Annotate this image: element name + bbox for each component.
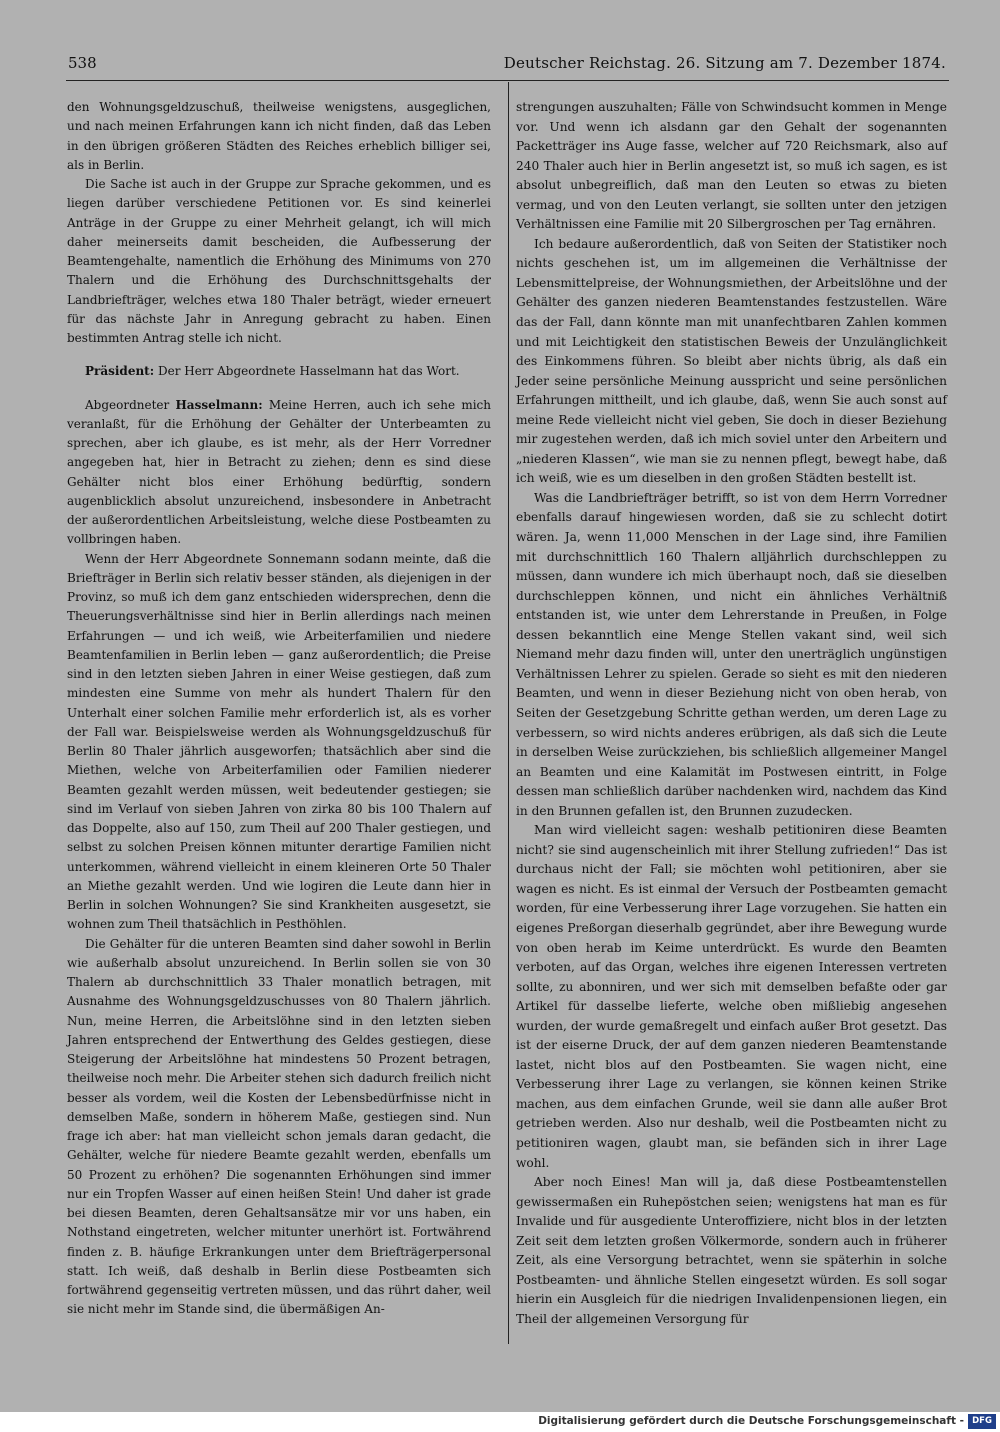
speaker-name: Hasselmann: (175, 397, 263, 412)
paragraph: Man wird vielleicht sagen: weshalb petitioniren diese Beamten nicht? sie sind augenscheinlich mit ihrer Stellung zufrieden!“ Das ist durchaus nicht der Fall; sie möchten wohl petitioniren, aber sie wagen es nicht. Es ist einmal der Versuch der Postbeamten gemacht worden, für eine Verbesserung ihrer Lage vorzugehen. Sie hatten ein eigenes Preßorgan dieserhalb gegründet, aber ihre Bewegung wurde von oben herab im Keime unterdrückt. Es wurde den Beamten verboten, auf das Organ, welches ihre eigenen Interessen vertreten sollte, zu abonniren, und wer sich mit demselben befaßte oder gar Artikel für dasselbe lieferte, welche oben mißliebig angesehen wurden, der wurde gemaßregelt und einfach außer Brot gesetzt. Das ist der eiserne Druck, der auf dem ganzen niederen Beamtenstande lastet, nicht blos auf den Postbeamten. Sie wagen nicht, eine Verbesserung ihrer Lage zu verlangen, sie können keinen Strike machen, aus dem einfachen Grunde, weil sie dann alle außer Brot getrieben werden. Also nur deshalb, weil die Postbeamten nicht zu petitioniren wagen, glaubt man, sie befänden sich in ihrer Lage wohl. (516, 823, 947, 1170)
paragraph: Die Gehälter für die unteren Beamten sind daher sowohl in Berlin wie außerhalb absolut unzureichend. In Berlin sollen sie von 30 Thalern ab durchschnittlich 33 Thaler monatlich betragen, mit Ausnahme des Wohnungsgeldzuschusses von 80 Thalern jährlich. Nun, meine Herren, die Arbeitslöhne sind in den letzten sieben Jahren entsprechend der Entwerthung des Geldes gestiegen, diese Steigerung der Arbeitslöhne hat mindestens 50 Prozent betragen, theilweise noch mehr. Die Arbeiter stehen sich dadurch freilich nicht besser als vordem, weil die Kosten der Lebensbedürfnisse nicht in demselben Maße, sondern in höherem Maße, gestiegen sind. Nun frage ich aber: hat man vielleicht schon jemals daran gedacht, die Gehälter, welche für niedere Beamte gezahlt werden, ebenfalls um 50 Prozent zu erhöhen? Die sogenannten Erhöhungen sind immer nur ein Tropfen Wasser auf einen heißen Stein! Und daher ist grade bei diesen Beamten, deren Gehaltsansätze mir vor uns haben, ein Nothstand eingetreten, welcher mitunter unerhört ist. Fortwährend finden z. B. häufige Erkrankungen unter dem Briefträgerpersonal statt. Ich weiß, daß deshalb in Berlin diese Postbeamten sich fortwährend gegenseitig vertreten müssen, und das rührt daher, weil sie nicht mehr im Stande sind, die übermäßigen An- (67, 936, 491, 1317)
paragraph: strengungen auszuhalten; Fälle von Schwindsucht kommen in Menge vor. Und wenn ich alsdann gar den Gehalt der sogenannten Packetträger ins Auge fasse, welcher auf 720 Reichsmark, also auf 240 Thaler auch hier in Berlin angesetzt ist, so muß ich sagen, es ist absolut unbegreiflich, daß man den Leuten so etwas zu bieten vermag, und von den Leuten verlangt, sie sollten unter den jetzigen Verhältnissen eine Familie mit 20 Silbergroschen per Tag ernähren. (516, 100, 947, 232)
speaker-name: Präsident: (85, 364, 155, 379)
left-column (67, 98, 491, 1320)
right-column (516, 98, 947, 1329)
funding-credit: Digitalisierung gefördert durch die Deutsche Forschungsgemeinschaft - (538, 1415, 964, 1427)
page-header (68, 50, 946, 78)
paragraph: Abgeordneter Hasselmann: Meine Herren, auch ich sehe mich veranlaßt, für die Erhöhung der Gehälter der Unterbeamten zu sprechen, aber ich glaube, es ist mehr, als der Herr Vorredner angegeben hat, hier in Betracht zu ziehen; denn es sind diese Gehälter nicht blos einer Erhöhung bedürftig, sondern augenblicklich absolut unzureichend, insbesondere in Anbetracht der außerordentlichen Arbeitsleistung, welche diese Postbeamten zu vollbringen haben. (67, 397, 491, 547)
page-number: 538 (68, 54, 97, 72)
running-title: Deutscher Reichstag. 26. Sitzung am 7. Dezember 1874. (503, 54, 946, 72)
paragraph: den Wohnungsgeldzuschuß, theilweise wenigstens, ausgeglichen, und nach meinen Erfahrungen kann ich nicht finden, daß das Leben in den übrigen größeren Städten des Reiches erheblich billiger sei, als in Berlin. (67, 100, 491, 172)
header-rule (66, 80, 949, 81)
column-divider (508, 82, 509, 1344)
paragraph: Was die Landbriefträger betrifft, so ist von dem Herrn Vorredner ebenfalls darauf hingewiesen worden, daß sie zu schlecht dotirt wären. Ja, wenn 11,000 Menschen in der Lage sind, ihre Familien mit durchschnittlich 160 Thalern alljährlich durchschleppen zu müssen, dann wundere ich mich überhaupt noch, daß sie dieselben durchschleppen können, und nicht ein ähnliches Verhältniß entstanden ist, wie unter dem Lehrerstande in Preußen, in Folge dessen bekanntlich eine Menge Stellen vakant sind, weil sich Niemand mehr dazu finden will, unter den unerträglich ungünstigen Verhältnissen Lehrer zu spielen. Gerade so sieht es mit den niederen Beamten, und wenn in dieser Beziehung nicht von oben herab, von Seiten der Gesetzgebung Schritte gethan werden, um deren Lage zu verbessern, so wird nichts anderes erübrigen, als daß sich die Leute in derselben Weise zurückziehen, bis schließlich allgemeiner Mangel an Beamten und eine Kalamität im Postwesen eintritt, in Folge dessen man schließlich darüber nachdenken wird, nachdem das Kind in den Brunnen gefallen ist, den Brunnen zuzudecken. (516, 490, 947, 818)
paragraph: Wenn der Herr Abgeordnete Sonnemann sodann meinte, daß die Briefträger in Berlin sich relativ besser ständen, als diejenigen in der Provinz, so muß ich dem ganz entschieden widersprechen, denn die Theuerungsverhältnisse sind hier in Berlin allerdings nach meinen Erfahrungen — und ich weiß, wie Arbeiterfamilien und niedere Beamtenfamilien in Berlin leben — ganz außerordentlich; die Preise sind in den letzten sieben Jahren in einer Weise gestiegen, daß zum mindesten eine Summe von mehr als hundert Thalern für den Unterhalt einer solchen Familie mehr erforderlich ist, als es vorher der Fall war. Beispielsweise werden als Wohnungsgeldzuschuß für Berlin 80 Thaler jährlich ausgeworfen; thatsächlich aber sind die Miethen, welche von Arbeiterfamilien oder Familien niederer Beamten gezahlt werden müssen, weit bedeutender gestiegen; sie sind im Verlauf von sieben Jahren von zirka 80 bis 100 Thalern auf das Doppelte, also auf 150, zum Theil auf 200 Thaler gestiegen, und selbst zu solchen Preisen können mitunter derartige Familien nicht unterkommen, während vielleicht in einem kleineren Orte 50 Thaler an Miethe gezahlt werden. Und wie logiren die Leute dann hier in Berlin in solchen Wohnungen? Sie sind Krankheiten ausgesetzt, sie wohnen zum Theil thatsächlich in Pesthöhlen. (67, 551, 491, 932)
paragraph: Aber noch Eines! Man will ja, daß diese Postbeamtenstellen gewissermaßen ein Ruhepöstchen seien; wenigstens hat man es für Invalide und für ausgediente Unteroffiziere, nicht blos in der letzten Zeit seit dem letzten großen Völkermorde, sondern auch in früherer Zeit, als eine Versorgung betrachtet, wenn sie späterhin in solche Postbeamten- und ähnliche Stellen eingesetzt würden. Es soll sogar hierin ein Ausgleich für die niedrigen Invalidenpensionen liegen, ein Theil der allgemeinen Versorgung für (516, 1175, 947, 1326)
dfg-logo: DFG (968, 1414, 996, 1429)
paragraph: Die Sache ist auch in der Gruppe zur Sprache gekommen, und es liegen darüber verschiedene Petitionen vor. Es sind keinerlei Anträge in der Gruppe zu einer Mehrheit gelangt, ich will mich daher meinerseits damit bescheiden, die Aufbesserung der Beamtengehalte, namentlich die Erhöhung des Minimums von 270 Thalern und die Erhöhung des Durchschnittsgehalts der Landbriefträger, welches etwa 180 Thaler beträgt, wieder erneuert für das nächste Jahr in Anregung gebracht zu haben. Einen bestimmten Antrag stelle ich nicht. (67, 177, 491, 345)
paragraph: Präsident: Der Herr Abgeordnete Hasselmann hat das Wort. (85, 364, 460, 379)
footer-bar (0, 1412, 1000, 1432)
paragraph: Ich bedaure außerordentlich, daß von Seiten der Statistiker noch nichts geschehen ist, um im allgemeinen die Verhältnisse der Lebensmittelpreise, der Wohnungsmiethen, der Arbeitslöhne und der Gehälter des ganzen niederen Beamtenstandes festzustellen. Wäre das der Fall, dann könnte man mit unanfechtbaren Zahlen kommen und mit Leichtigkeit den statistischen Beweis der Unzulänglichkeit des Einkommens führen. So bleibt aber nichts übrig, als daß ein Jeder seine persönliche Meinung ausspricht und seine persönlichen Erfahrungen mittheilt, und ich glaube, daß, wenn Sie auch sonst auf meine Rede vielleicht nicht viel geben, Sie doch in dieser Beziehung mir zugestehen werden, daß ich mich soviel unter den Arbeitern und „niederen Klassen“, wie man sie zu nennen pflegt, bewegt habe, daß ich weiß, wie es um dieselben in den großen Städten bestellt ist. (516, 236, 947, 486)
